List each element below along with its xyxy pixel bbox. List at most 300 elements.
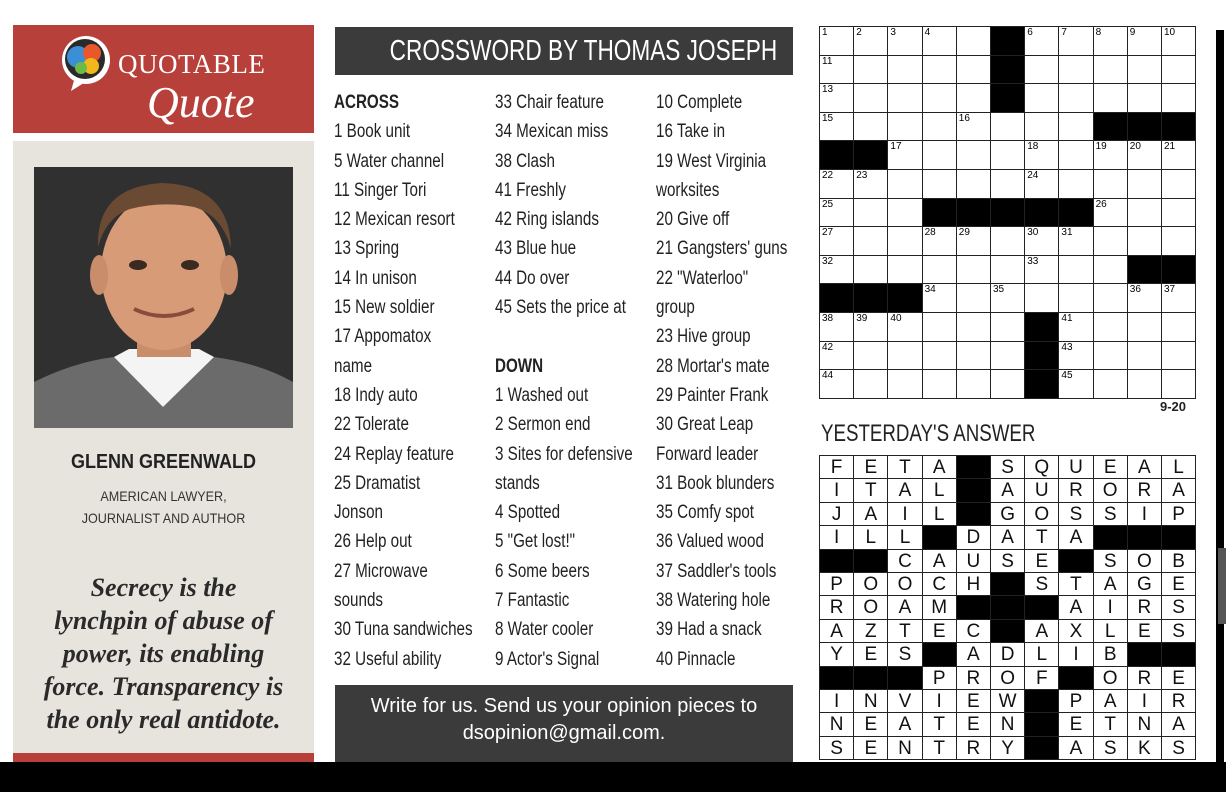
clue-line: 17 Appomatox (334, 326, 432, 348)
answer-cell (887, 549, 922, 573)
grid-black-square (853, 140, 888, 170)
quote-line: lynchpin of abuse of (54, 606, 273, 635)
answer-letter: L (1036, 644, 1048, 666)
clue-line: 14 In unison (334, 267, 417, 289)
clue-heading: DOWN (495, 355, 544, 377)
grid-cell[interactable] (956, 255, 991, 285)
clue-number: 3 (890, 27, 896, 38)
speech-bubble-logo-icon (61, 33, 117, 93)
grid-cell[interactable] (853, 169, 888, 199)
answer-letter: S (1103, 737, 1117, 759)
grid-cell[interactable] (1058, 140, 1093, 170)
answer-letter: A (1103, 574, 1117, 595)
grid-cell[interactable] (922, 169, 957, 199)
grid-cell[interactable] (1058, 341, 1093, 371)
answer-letter: C (966, 620, 981, 642)
clue-line: stands (495, 472, 540, 494)
answer-cell (956, 712, 991, 736)
grid-cell[interactable] (1093, 283, 1128, 313)
answer-letter: A (1035, 620, 1049, 642)
grid-cell[interactable] (853, 26, 888, 56)
clue-number: 22 (822, 170, 834, 181)
grid-cell[interactable] (819, 26, 854, 56)
answer-letter: S (1172, 737, 1185, 759)
grid-cell[interactable] (1127, 369, 1162, 399)
grid-cell[interactable] (1093, 26, 1128, 56)
answer-letter: U (1069, 457, 1083, 478)
answer-cell (853, 689, 888, 713)
grid-cell[interactable] (887, 140, 922, 170)
grid-cell[interactable] (1127, 83, 1162, 113)
clue-line: 16 Take in (656, 121, 726, 143)
grid-cell[interactable] (1161, 312, 1196, 342)
answer-cell (1024, 478, 1059, 502)
grid-cell[interactable] (1093, 341, 1128, 371)
clue-line: 15 New soldier (334, 297, 435, 319)
answer-letter: R (966, 667, 981, 689)
answer-black-square (1024, 712, 1059, 736)
answer-letter: O (1034, 503, 1050, 525)
grid-cell[interactable] (1058, 169, 1093, 199)
answer-cell (956, 689, 991, 713)
quote-line: Secrecy is the (90, 573, 237, 602)
grid-cell[interactable] (1161, 26, 1196, 56)
grid-cell[interactable] (1127, 312, 1162, 342)
answer-letter: D (966, 527, 981, 549)
grid-cell[interactable] (1161, 341, 1196, 371)
answer-letter: A (1103, 691, 1117, 712)
answer-letter: L (899, 527, 911, 549)
answer-cell (1093, 689, 1128, 713)
answer-cell (819, 619, 854, 643)
grid-cell[interactable] (922, 255, 957, 285)
clue-line (495, 322, 633, 351)
grid-cell[interactable] (1058, 312, 1093, 342)
grid-cell[interactable] (1161, 369, 1196, 399)
clue-line: 7 Fantastic (495, 590, 570, 612)
clue-number: 43 (1061, 341, 1073, 353)
answer-letter: H (966, 574, 981, 595)
clue-number: 10 (1164, 27, 1176, 38)
grid-cell[interactable] (819, 369, 854, 399)
answer-cell (990, 666, 1025, 690)
grid-cell[interactable] (956, 140, 991, 170)
banner-line-1: Write for us. Send us your opinion pieces to (370, 695, 758, 717)
grid-cell[interactable] (1093, 198, 1128, 228)
grid-cell[interactable] (853, 226, 888, 256)
answer-cell (1024, 666, 1059, 690)
answer-letter: Q (1034, 457, 1050, 478)
clue-number: 11 (822, 55, 833, 67)
grid-cell[interactable] (853, 255, 888, 285)
clue-number: 9 (1129, 27, 1136, 38)
clue-column-3 (656, 88, 820, 674)
clue-line: 28 Mortar's mate (656, 355, 770, 377)
grid-cell[interactable] (1093, 55, 1128, 85)
grid-cell[interactable] (819, 312, 854, 342)
answer-cell (819, 525, 854, 549)
grid-cell[interactable] (922, 369, 957, 399)
answer-black-square (990, 572, 1025, 596)
grid-black-square (819, 283, 854, 313)
grid-cell[interactable] (1161, 55, 1196, 85)
answer-cell (1058, 712, 1093, 736)
answer-cell (922, 736, 957, 760)
grid-cell[interactable] (922, 112, 957, 142)
answer-letter: S (1172, 620, 1185, 642)
grid-cell[interactable] (956, 112, 991, 142)
clue-line: 22 Tolerate (334, 414, 409, 436)
answer-cell (887, 689, 922, 713)
answer-cell (853, 712, 888, 736)
grid-cell[interactable] (1161, 226, 1196, 256)
clue-line: 5 Water channel (334, 150, 445, 172)
grid-cell[interactable] (956, 169, 991, 199)
answer-letter: E (864, 644, 878, 666)
grid-cell[interactable] (990, 369, 1025, 399)
clue-line: 13 Spring (334, 238, 400, 260)
answer-black-square (1058, 666, 1093, 690)
clue-number: 40 (890, 313, 902, 324)
grid-cell[interactable] (1024, 169, 1059, 199)
grid-cell[interactable] (1093, 369, 1128, 399)
grid-cell[interactable] (1024, 226, 1059, 256)
grid-cell[interactable] (922, 26, 957, 56)
clue-number: 44 (822, 370, 834, 382)
answer-cell (1058, 572, 1093, 596)
grid-cell[interactable] (956, 369, 991, 399)
grid-cell[interactable] (990, 112, 1025, 142)
crossword-title: CROSSWORD BY THOMAS JOSEPH (389, 35, 778, 67)
grid-cell[interactable] (853, 369, 888, 399)
grid-black-square (853, 283, 888, 313)
answer-letter: U (966, 550, 981, 572)
answer-letter: S (1035, 574, 1049, 595)
grid-cell[interactable] (1127, 341, 1162, 371)
answer-cell (853, 478, 888, 502)
answer-letter: D (1000, 644, 1015, 666)
answer-cell (1161, 736, 1196, 760)
grid-cell[interactable] (1127, 55, 1162, 85)
grid-cell[interactable] (1058, 283, 1093, 313)
answer-cell (1161, 595, 1196, 619)
grid-cell[interactable] (1024, 26, 1059, 56)
clue-line: 19 West Virginia (656, 150, 767, 172)
grid-cell[interactable] (853, 198, 888, 228)
grid-cell[interactable] (1024, 283, 1059, 313)
answer-cell (853, 455, 888, 479)
grid-cell[interactable] (922, 283, 957, 313)
quote-line: force. Transparency is (43, 672, 284, 701)
crossword-clues (334, 88, 794, 680)
answer-cell (922, 619, 957, 643)
clue-number: 13 (822, 84, 834, 96)
grid-cell[interactable] (956, 283, 991, 313)
grid-cell[interactable] (819, 83, 854, 113)
answer-black-square (1093, 525, 1128, 549)
grid-cell[interactable] (887, 341, 922, 371)
answer-cell (1058, 689, 1093, 713)
grid-cell[interactable] (1093, 83, 1128, 113)
grid-cell[interactable] (956, 341, 991, 371)
answer-cell (1058, 642, 1093, 666)
grid-cell[interactable] (819, 55, 854, 85)
grid-cell[interactable] (922, 312, 957, 342)
quote-text (21, 571, 306, 736)
answer-letter: F (1035, 667, 1048, 689)
grid-cell[interactable] (1058, 226, 1093, 256)
clue-line: 4 Spotted (495, 502, 561, 524)
grid-cell[interactable] (887, 312, 922, 342)
answer-letter: I (833, 527, 840, 549)
grid-cell[interactable] (887, 226, 922, 256)
grid-cell[interactable] (853, 55, 888, 85)
answer-letter: L (933, 503, 945, 525)
grid-cell[interactable] (1058, 369, 1093, 399)
answer-cell (887, 478, 922, 502)
grid-cell[interactable] (819, 255, 854, 285)
answer-cell (922, 689, 957, 713)
grid-cell[interactable] (990, 226, 1025, 256)
answer-cell (1093, 478, 1128, 502)
answer-letter: T (899, 457, 911, 478)
answer-letter: M (931, 597, 948, 619)
answer-letter: N (863, 691, 878, 712)
grid-cell[interactable] (1127, 283, 1162, 313)
answer-cell (1127, 736, 1162, 760)
clue-number: 29 (958, 227, 970, 239)
grid-cell[interactable] (1024, 112, 1059, 142)
grid-cell[interactable] (819, 341, 854, 371)
grid-cell[interactable] (922, 83, 957, 113)
grid-cell[interactable] (1093, 255, 1128, 285)
grid-cell[interactable] (887, 55, 922, 85)
grid-cell[interactable] (853, 83, 888, 113)
crossword-header (335, 27, 793, 75)
answer-cell (990, 549, 1025, 573)
grid-cell[interactable] (1093, 140, 1128, 170)
answer-letter: X (1069, 620, 1083, 642)
grid-cell[interactable] (956, 83, 991, 113)
answer-black-square (1024, 736, 1059, 760)
grid-cell[interactable] (956, 226, 991, 256)
clue-line: 32 Useful ability (334, 648, 442, 670)
date-code: 9-20 (1160, 399, 1187, 414)
grid-cell[interactable] (819, 198, 854, 228)
write-for-us-banner (335, 685, 793, 762)
answer-letter: T (1070, 574, 1082, 595)
grid-cell[interactable] (1127, 226, 1162, 256)
answer-cell (1093, 455, 1128, 479)
answer-black-square (1127, 642, 1162, 666)
grid-cell[interactable] (887, 26, 922, 56)
answer-cell (1093, 572, 1128, 596)
answer-letter: N (1000, 714, 1015, 736)
answer-black-square (1127, 525, 1162, 549)
answer-letter: U (1034, 480, 1049, 502)
grid-cell[interactable] (819, 226, 854, 256)
answer-letter: L (865, 527, 877, 549)
answer-cell (922, 455, 957, 479)
grid-black-square (990, 83, 1025, 113)
grid-cell[interactable] (819, 169, 854, 199)
answer-letter: A (1069, 527, 1083, 549)
grid-cell[interactable] (819, 112, 854, 142)
grid-cell[interactable] (887, 169, 922, 199)
grid-cell[interactable] (1058, 26, 1093, 56)
clue-column-1 (334, 88, 507, 674)
answer-black-square (819, 549, 854, 573)
answer-cell (853, 736, 888, 760)
clue-line: 3 Sites for defensive (495, 443, 633, 465)
grid-cell[interactable] (1058, 83, 1093, 113)
answer-letter: B (1103, 644, 1117, 666)
grid-cell[interactable] (990, 169, 1025, 199)
grid-cell[interactable] (1161, 169, 1196, 199)
answer-letter: I (1107, 597, 1113, 619)
answer-letter: T (1035, 527, 1048, 549)
grid-cell[interactable] (1161, 140, 1196, 170)
answer-letter: C (932, 574, 947, 595)
answer-letter: O (897, 574, 913, 595)
answer-cell (819, 502, 854, 526)
answer-cell (853, 619, 888, 643)
answer-cell (956, 525, 991, 549)
answer-letter: P (1069, 691, 1083, 712)
clue-number: 15 (822, 112, 834, 124)
answer-cell (1127, 455, 1162, 479)
grid-cell[interactable] (1161, 283, 1196, 313)
clue-number: 19 (1095, 141, 1107, 153)
clue-number: 4 (924, 27, 931, 38)
answer-letter: W (998, 691, 1017, 712)
answer-letter: O (1000, 667, 1015, 689)
clue-number: 27 (822, 227, 834, 239)
clue-line: 38 Clash (495, 150, 555, 172)
grid-cell[interactable] (1127, 140, 1162, 170)
grid-cell[interactable] (990, 312, 1025, 342)
answer-cell (1058, 619, 1093, 643)
grid-cell[interactable] (990, 341, 1025, 371)
grid-cell[interactable] (853, 112, 888, 142)
grid-cell[interactable] (1058, 255, 1093, 285)
grid-cell[interactable] (990, 283, 1025, 313)
answer-letter: P (1172, 503, 1185, 525)
answer-cell (990, 455, 1025, 479)
answer-cell (819, 689, 854, 713)
answer-black-square (922, 642, 957, 666)
grid-cell[interactable] (990, 140, 1025, 170)
grid-cell[interactable] (1024, 83, 1059, 113)
answer-letter: Y (1001, 737, 1014, 759)
answer-cell (853, 642, 888, 666)
grid-cell[interactable] (887, 255, 922, 285)
answer-letter: A (898, 714, 912, 736)
grid-cell[interactable] (1093, 169, 1128, 199)
clue-line: 45 Sets the price at (495, 297, 626, 319)
grid-cell[interactable] (887, 198, 922, 228)
clue-line: 33 Chair feature (495, 92, 604, 113)
grid-cell[interactable] (1093, 226, 1128, 256)
grid-cell[interactable] (1127, 198, 1162, 228)
grid-cell[interactable] (1127, 26, 1162, 56)
answer-letter: T (864, 480, 877, 502)
grid-cell[interactable] (922, 226, 957, 256)
clue-line: 34 Mexican miss (495, 121, 609, 143)
grid-black-square (1024, 369, 1059, 399)
answer-cell (990, 502, 1025, 526)
grid-cell[interactable] (887, 83, 922, 113)
answer-letter: I (936, 691, 942, 712)
answer-cell (1127, 502, 1162, 526)
answer-letter: A (830, 620, 843, 642)
answer-cell (887, 595, 922, 619)
clue-line: group (656, 297, 695, 319)
grid-cell[interactable] (1161, 83, 1196, 113)
answer-black-square (1024, 595, 1059, 619)
grid-cell[interactable] (956, 312, 991, 342)
grid-cell[interactable] (1024, 140, 1059, 170)
answer-letter: O (1102, 667, 1118, 689)
clue-line: 42 Ring islands (495, 209, 599, 231)
answer-cell (922, 572, 957, 596)
grid-cell[interactable] (1058, 55, 1093, 85)
answer-letter: B (1172, 550, 1185, 572)
grid-cell[interactable] (990, 255, 1025, 285)
answer-cell (1024, 455, 1059, 479)
clue-number: 37 (1164, 284, 1176, 296)
grid-cell[interactable] (1024, 255, 1059, 285)
answer-cell (819, 642, 854, 666)
answer-letter: N (829, 714, 844, 736)
answer-letter: A (1138, 457, 1151, 478)
answer-letter: R (1171, 691, 1186, 712)
grid-cell[interactable] (1093, 312, 1128, 342)
answer-black-square (1058, 549, 1093, 573)
grid-cell[interactable] (887, 369, 922, 399)
grid-cell[interactable] (956, 26, 991, 56)
grid-cell[interactable] (853, 312, 888, 342)
answer-cell (887, 572, 922, 596)
clue-number: 21 (1164, 141, 1176, 153)
grid-black-square (1024, 341, 1059, 371)
answer-letter: S (1001, 550, 1014, 572)
grid-cell[interactable] (853, 341, 888, 371)
grid-cell[interactable] (1161, 198, 1196, 228)
grid-cell[interactable] (1024, 55, 1059, 85)
clue-number: 35 (993, 284, 1005, 296)
answer-letter: E (864, 737, 878, 759)
grid-cell[interactable] (922, 140, 957, 170)
answer-cell (1161, 549, 1196, 573)
answer-cell (1127, 572, 1162, 596)
answer-letter: S (1103, 550, 1117, 572)
answer-cell (853, 595, 888, 619)
grid-black-square (1127, 255, 1162, 285)
grid-cell[interactable] (1127, 169, 1162, 199)
quote-header (13, 25, 314, 133)
grid-cell[interactable] (922, 55, 957, 85)
grid-cell[interactable] (956, 55, 991, 85)
answer-letter: I (902, 503, 908, 525)
clue-line: 38 Watering hole (656, 590, 771, 612)
answer-black-square (1024, 689, 1059, 713)
grid-cell[interactable] (922, 341, 957, 371)
clue-column-2 (495, 88, 667, 674)
answer-cell (1058, 525, 1093, 549)
grid-cell[interactable] (887, 112, 922, 142)
grid-cell[interactable] (1058, 112, 1093, 142)
